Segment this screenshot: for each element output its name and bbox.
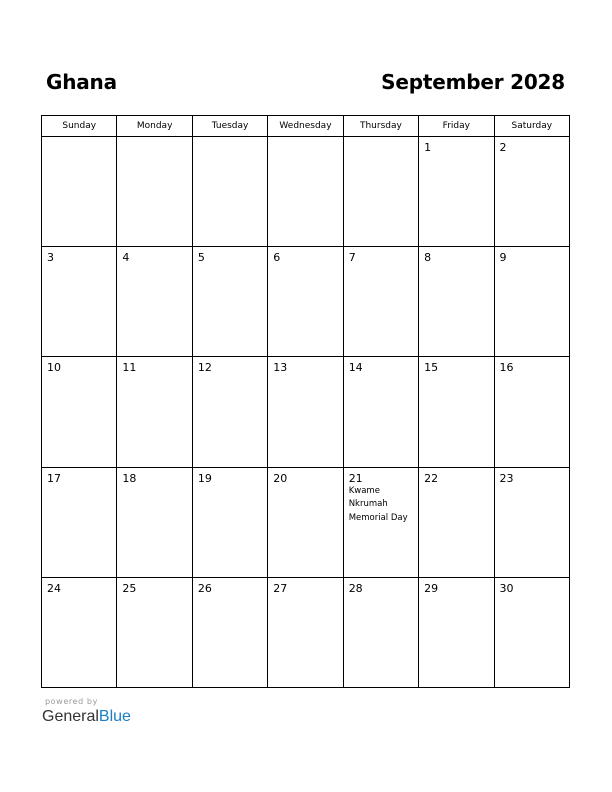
day-cell <box>42 247 117 357</box>
weekday-tuesday: Tuesday <box>192 116 267 137</box>
day-number: 20 <box>273 471 288 485</box>
day-cell <box>419 577 494 687</box>
day-cell <box>192 357 267 467</box>
day-number: 9 <box>499 251 507 265</box>
day-number: 13 <box>273 361 288 375</box>
day-number: 11 <box>122 361 137 375</box>
day-cell <box>117 247 192 357</box>
weekday-saturday: Saturday <box>494 116 569 137</box>
holiday-event: Kwame Nkrumah Memorial Day <box>348 485 408 523</box>
day-number: 14 <box>348 361 363 375</box>
weekday-monday: Monday <box>117 116 192 137</box>
day-cell <box>117 357 192 467</box>
day-cell <box>192 247 267 357</box>
brand-general: General <box>42 708 99 725</box>
day-number: 30 <box>499 581 514 595</box>
day-cell <box>268 467 343 577</box>
day-cell <box>192 137 267 247</box>
day-number: 12 <box>197 361 212 375</box>
day-cell <box>343 137 418 247</box>
day-cell <box>268 357 343 467</box>
day-cell <box>419 137 494 247</box>
day-cell <box>268 577 343 687</box>
day-cell <box>494 357 569 467</box>
day-number: 21 <box>348 471 363 485</box>
day-cell <box>494 137 569 247</box>
week-row <box>42 467 570 577</box>
day-cell <box>268 137 343 247</box>
week-row <box>42 247 570 357</box>
day-number: 26 <box>197 581 212 595</box>
week-row <box>42 357 570 467</box>
day-number: 28 <box>348 581 363 595</box>
day-number: 29 <box>424 581 439 595</box>
day-number: 23 <box>499 471 514 485</box>
brand-blue: Blue <box>98 708 131 725</box>
day-number: 16 <box>499 361 514 375</box>
day-cell <box>192 577 267 687</box>
day-cell <box>42 357 117 467</box>
brand-logo[interactable] <box>42 708 131 726</box>
day-cell <box>494 247 569 357</box>
day-cell <box>343 357 418 467</box>
day-number: 6 <box>273 251 281 265</box>
day-cell <box>42 467 117 577</box>
month-title: September 2028 <box>381 70 565 94</box>
day-cell <box>268 247 343 357</box>
day-cell-holiday <box>343 467 418 577</box>
calendar-grid <box>41 115 570 688</box>
country-title: Ghana <box>46 70 117 94</box>
week-row <box>42 137 570 247</box>
day-number: 17 <box>47 471 61 485</box>
day-number: 7 <box>348 251 356 265</box>
day-cell <box>117 137 192 247</box>
day-cell <box>42 137 117 247</box>
day-number: 3 <box>47 251 54 265</box>
day-number: 27 <box>273 581 288 595</box>
powered-by-label: powered by <box>45 697 98 706</box>
day-cell <box>117 577 192 687</box>
day-number: 24 <box>47 581 61 595</box>
day-number: 18 <box>122 471 137 485</box>
day-cell <box>419 357 494 467</box>
week-row <box>42 577 570 687</box>
day-cell <box>343 247 418 357</box>
day-cell <box>419 467 494 577</box>
day-cell <box>494 577 569 687</box>
weekday-sunday: Sunday <box>42 116 117 137</box>
day-number: 2 <box>499 141 507 154</box>
day-number: 10 <box>47 361 61 375</box>
weekday-header-row <box>42 116 570 137</box>
day-cell <box>192 467 267 577</box>
day-number: 8 <box>424 251 432 265</box>
day-number: 25 <box>122 581 137 595</box>
day-number: 1 <box>424 141 432 154</box>
day-number: 19 <box>197 471 212 485</box>
day-cell <box>494 467 569 577</box>
weekday-thursday: Thursday <box>343 116 418 137</box>
day-number: 22 <box>424 471 439 485</box>
day-cell <box>42 577 117 687</box>
day-cell <box>343 577 418 687</box>
day-number: 5 <box>197 251 205 265</box>
weekday-friday: Friday <box>419 116 494 137</box>
day-number: 15 <box>424 361 439 375</box>
weekday-wednesday: Wednesday <box>268 116 343 137</box>
day-number: 4 <box>122 251 130 265</box>
day-cell <box>117 467 192 577</box>
day-cell <box>419 247 494 357</box>
